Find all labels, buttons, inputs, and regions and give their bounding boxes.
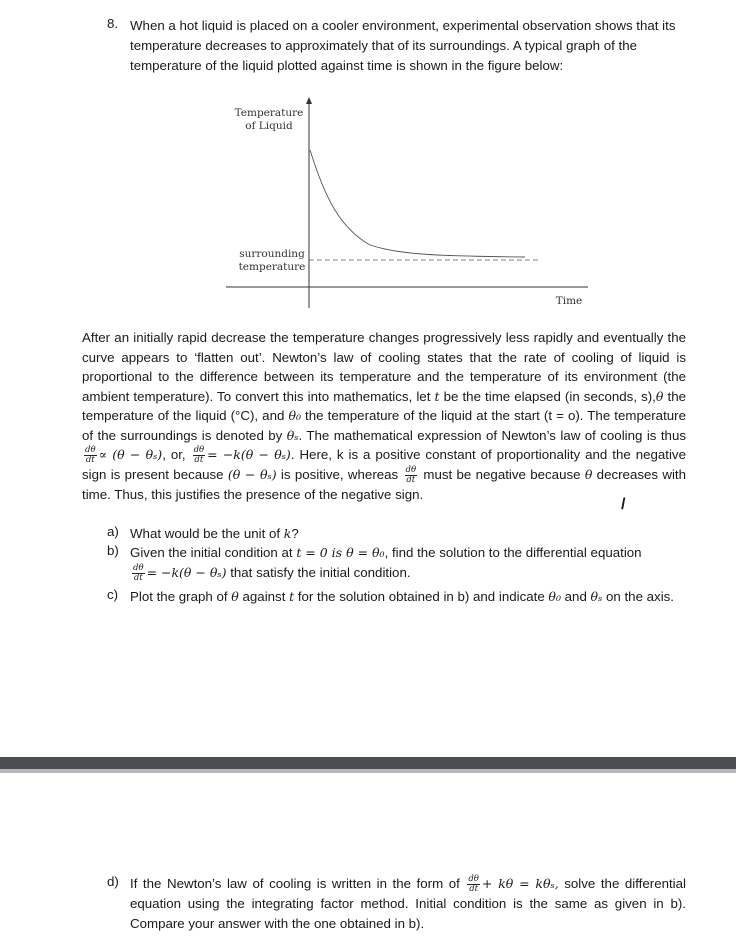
part-c-label: c) [107, 587, 119, 602]
part-d-label: d) [107, 874, 119, 889]
part-b-text: Given the initial condition at t = 0 is θ = θ₀, find the solution to the differential equation $\frac{d\theta}{dt}$ = −k(θ − θₛ) that satisfy the initial condition. [130, 545, 642, 583]
question-number: 8. [107, 16, 119, 31]
y-label-line1: Temperature [234, 107, 304, 119]
surrounding-label-line1: surrounding [239, 248, 305, 260]
y-axis-arrow [306, 97, 312, 104]
stray-mark: \ [621, 496, 626, 513]
dtheta-dt-fraction: $\frac{d\theta}{dt}$ [85, 444, 96, 465]
dtheta-dt-fraction: $\frac{d\theta}{dt}$ [468, 873, 479, 894]
part-a-label: a) [107, 524, 119, 539]
part-d-text: If the Newton’s law of cooling is written in the form of $\frac{d\theta}{dt}$ + kθ = kθₛ, solve the differential equation using the integrating factor method. Initial condition is the same as given in b). Compare your answer with the one obtained in b). [130, 873, 686, 931]
dtheta-dt-fraction: $\frac{d\theta}{dt}$ [405, 464, 417, 485]
surrounding-label-line2: temperature [238, 261, 306, 273]
x-label: Time [555, 295, 583, 307]
part-b-label: b) [107, 543, 119, 558]
page-separator-shadow [0, 769, 736, 773]
dtheta-dt-fraction: $\frac{d\theta}{dt}$ [133, 562, 144, 583]
page-separator [0, 757, 736, 769]
explanation-paragraph: After an initially rapid decrease the temperature changes progressively less rapidly and eventually the curve appears to ‘flatten out’. Newton’s law of cooling states that the rate of cooling of liquid is proportional to the difference between its temperature and the temperature of its environment (the ambient temperature). To convert this into mathematics, let t be the time elapsed (in seconds, s),θ the temperature of the liquid (°C), and θ₀ the temperature of the liquid at the start (t = o). The temperature of the surroundings is denoted by θₛ. The mathematical expression of Newton’s law of cooling is thus $\frac{d\theta}{dt}$ ∝ (θ − θₛ), or, $\frac{d\theta}{dt}$ = −k(θ − θₛ). Here, k is a positive constant of proportionality and the negative sign is present because (θ − θₛ) is positive, whereas $\frac{d\theta}{dt}$ must be negative because θ decreases with time. Thus, this justifies the presence of the negative sign. [82, 330, 686, 502]
cooling-curve-figure [0, 0, 736, 320]
part-a-text: What would be the unit of k? [130, 526, 299, 541]
question-intro: When a hot liquid is placed on a cooler environment, experimental observation shows that its temperature decreases to approximately that of its surroundings. A typical graph of the temperature of the liquid plotted against time is shown in the figure below: [130, 18, 676, 73]
cooling-curve [310, 150, 525, 257]
y-label-line2: of Liquid [245, 120, 293, 132]
dtheta-dt-fraction: $\frac{d\theta}{dt}$ [193, 444, 205, 465]
part-c-text: Plot the graph of θ against t for the solution obtained in b) and indicate θ₀ and θₛ on the axis. [130, 589, 674, 604]
